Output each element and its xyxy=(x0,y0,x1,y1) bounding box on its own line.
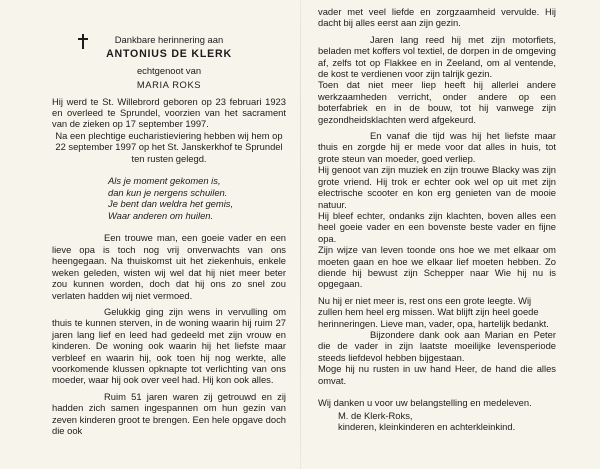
card-fold xyxy=(300,0,301,469)
paragraph: Moge hij nu rusten in uw hand Heer, de hand die alles omvat. xyxy=(318,363,556,386)
paragraph: Hij bleef echter, ondanks zijn klachten, boven alles een heel goeie vader en een bovenste beste vader en fijne opa. xyxy=(318,209,556,244)
poem-line: Als je moment gekomen is, xyxy=(108,175,221,187)
biography-text: Hij werd te St. Willebrord geboren op 23 februari 1923 en overleed te Sprundel, voorzien van het sacrament van de zieken op 17 september 1997. xyxy=(52,95,286,130)
paragraph: Een trouwe man, een goeie vader en een lieve opa is toch nog vrij onverwachts van ons heengegaan. Na thuiskomst uit het ziekenhuis, enkele weken geleden, wisten wij wel dat hij niet meer beter zou kunnen worden, doch dat hij ons zo snel zou verlaten hadden wij niet vermoed. xyxy=(52,232,286,301)
poem xyxy=(52,175,286,221)
paragraph: Bijzondere dank ook aan Marian en Peter die de vader in zijn laatste moeilijke levensperiode steeds liefdevol hebben bijgestaan. xyxy=(318,328,556,363)
paragraph: Toen dat niet meer liep heeft hij allerlei andere werkzaamheden verricht, onder andere op een boterfabriek en in de bouw, tot hij vanwege zijn gezondheidsklachten werd afgekeurd. xyxy=(318,79,556,125)
paragraph: En vanaf die tijd was hij het liefste maar thuis en zorgde hij er mede voor dat alles in huis, tot grote steun van moeder, goed verliep. xyxy=(318,130,556,164)
left-panel xyxy=(52,6,286,436)
paragraph: vader met veel liefde en zorgzaamheid vervulde. Hij dacht bij alles eerst aan zijn gezin. xyxy=(318,6,556,29)
remembrance-heading: Dankbare herinnering aan xyxy=(114,34,224,45)
spouse-name: MARIA ROKS xyxy=(136,79,202,91)
poem-line: Je bent dan weldra het gemis, xyxy=(108,198,234,210)
family-line: kinderen, kleinkinderen en achterkleinkind. xyxy=(338,421,516,433)
spouse-label: echtgenoot van xyxy=(136,64,202,76)
paragraph: Jaren lang reed hij met zijn motorfiets, beladen met koffers vol textiel, de dorpen in de omgeving af, zelfs tot op Flakkee en in Zeeland, om al ventende, de kost te verdienen voor zijn talrijk gezin. xyxy=(318,33,556,80)
right-panel xyxy=(318,6,556,433)
paragraph: Nu hij er niet meer is, rest ons een grote leegte. Wij zullen hem heel erg missen. Wat blijft zijn heel goede herinneringen. Lieve man, vader, opa, hartelijk bedankt. xyxy=(318,294,549,329)
poem-line: dan kun je nergens schuilen. xyxy=(108,186,228,198)
paragraph: Ruim 51 jaren waren zij getrouwd en zij hadden zich samen ingespannen om hun gezin van zeven kinderen groot te brengen. Een hele opgave doch die ook xyxy=(52,390,286,436)
poem-line: Waar anderen om huilen. xyxy=(108,209,214,221)
funeral-text: Na een plechtige eucharistieviering hebben wij hem op 22 september 1997 op het St. Janskerkhof te Sprundel ten rusten gelegd. xyxy=(55,129,283,164)
paragraph: Gelukkig ging zijn wens in vervulling om thuis te kunnen sterven, in de woning waarin hij ruim 27 jaren lang lief en leed had gedeeld met zijn vrouw en kinderen. De woning ook waarin hij het liefste maar verbleef en waarin hij, ook toen hij nog werkte, alle voorkomende klussen opknapte tot verlichting van ons moeder, waar hij ook over veel had. Hij kon ook alles. xyxy=(52,305,286,386)
thanks-text: Wij danken u voor uw belangstelling en medeleven. xyxy=(318,397,532,409)
signature: M. de Klerk-Roks, xyxy=(338,409,413,421)
paragraph: Zijn wijze van leven toonde ons hoe we met elkaar om moeten gaan en hoe we elkaar lief moeten hebben. Zo diende hij bewust zijn Schepper naar Wie hij nu is opgegaan. xyxy=(318,244,556,290)
paragraph: Hij genoot van zijn muziek en zijn trouwe Blacky was zijn grote vriend. Hij trok er echter ook wel op uit met zijn electrische scooter en kon erg genieten van de mooie natuur. xyxy=(318,164,556,210)
deceased-name: ANTONIUS DE KLERK xyxy=(106,48,232,61)
